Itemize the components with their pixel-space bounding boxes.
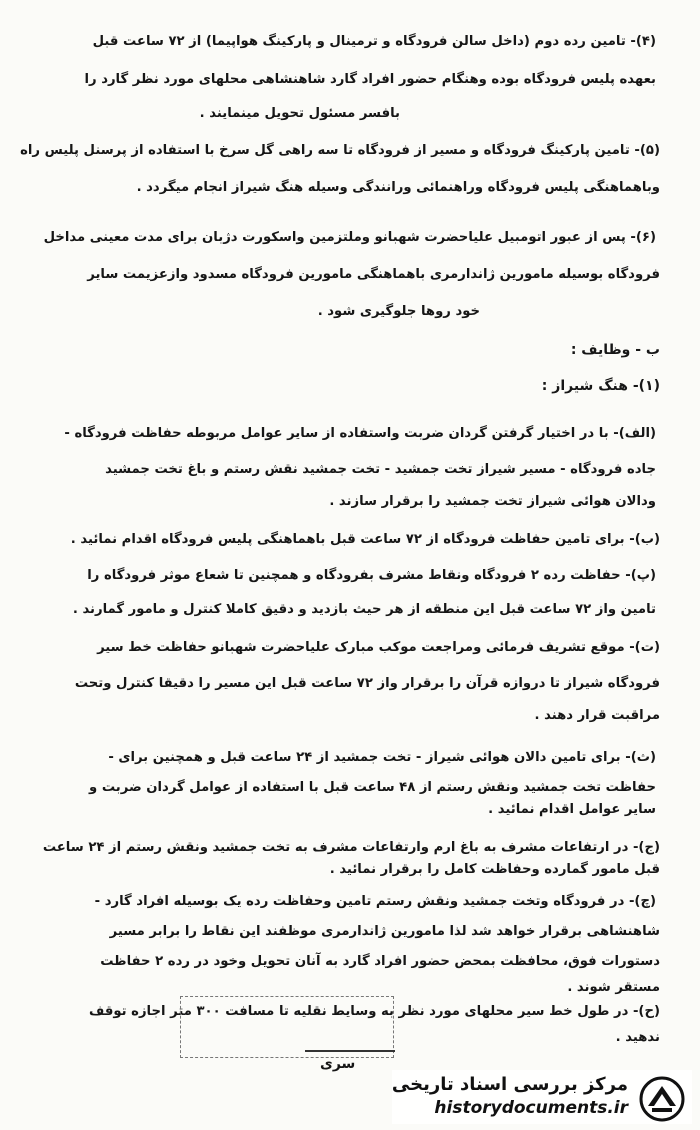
doc-line: (پ)- حفاظت رده ۲ فرودگاه ونقاط مشرف بفرودگاه و همچنین تا شعاع موثر فرودگاه را xyxy=(87,568,656,583)
doc-line: ودالان هوائی شیراز تخت جمشید را برقرار سازند . xyxy=(329,494,656,509)
doc-line: خود روها جلوگیری شود . xyxy=(317,304,480,319)
doc-line: فرودگاه شیراز تا دروازه قرآن را برقرار واز ۷۲ ساعت قبل این مسیر را دقیقا کنترل وتحت xyxy=(74,676,660,691)
stamp-label: سری xyxy=(320,1056,356,1072)
stamp-box xyxy=(180,996,394,1058)
doc-line: مستقر شوند . xyxy=(567,980,660,995)
doc-line: (ح)- در طول خط سیر محلهای مورد نظر به وسایط نقلیه تا مسافت ۳۰۰ متر اجازه توقف xyxy=(89,1004,660,1019)
doc-line: (چ)- در فرودگاه وتخت جمشید ونقش رستم تامین وحفاظت رده یک بوسیله افراد گارد - xyxy=(94,894,656,909)
doc-line: سایر عوامل اقدام نمائید . xyxy=(488,802,656,817)
watermark-url: historydocuments.ir xyxy=(434,1098,628,1118)
doc-line: ندهید . xyxy=(615,1030,660,1045)
doc-line: شاهنشاهی برقرار خواهد شد لذا مامورین ژاندارمری موظفند این نقاط را برابر مسیر xyxy=(109,924,660,939)
doc-line: (ث)- برای تامین دالان هوائی شیراز - تخت جمشید از ۲۴ ساعت قبل و همچنین برای - xyxy=(108,750,656,765)
doc-line: دستورات فوق، محافظت بمحض حضور افراد گارد به آنان تحویل وخود در رده ۲ حفاظت xyxy=(100,954,660,969)
watermark xyxy=(392,1070,692,1124)
subsection-heading: (۱)- هنگ شیراز : xyxy=(541,378,660,394)
doc-line: جاده فرودگاه - مسیر شیراز تخت جمشید - تخت جمشید نقش رستم و باغ تخت جمشید xyxy=(105,462,656,477)
stamp-underline xyxy=(305,1050,395,1052)
watermark-title: مرکز بررسی اسناد تاریخی xyxy=(391,1074,628,1095)
doc-line: حفاظت تخت جمشید ونقش رستم از ۴۸ ساعت قبل با استفاده از عوامل گردان ضربت و xyxy=(89,780,656,795)
doc-line: وباهماهنگی پلیس فرودگاه وراهنمائی ورانندگی وسیله هنگ شیراز انجام میگردد . xyxy=(136,180,660,195)
archive-logo-icon xyxy=(638,1076,686,1122)
doc-line: بافسر مسئول تحویل مینمایند . xyxy=(199,106,400,121)
doc-line: مراقبت قرار دهند . xyxy=(534,708,660,723)
doc-line: بعهده پلیس فرودگاه بوده وهنگام حضور افراد گارد شاهنشاهی محلهای مورد نظر گارد را xyxy=(84,72,656,87)
section-heading: ب - وظایف : xyxy=(570,342,660,358)
doc-line: فرودگاه بوسیله مامورین ژاندارمری باهماهنگی مامورین فرودگاه مسدود وازعزیمت سایر xyxy=(87,267,660,282)
doc-line: (الف)- با در اختیار گرفتن گردان ضربت واستفاده از سایر عوامل مربوطه حفاظت فرودگاه - xyxy=(64,426,656,441)
doc-line: قبل مامور گمارده وحفاظت کامل را برقرار نمائید . xyxy=(329,862,660,877)
doc-line: (ب)- برای تامین حفاظت فرودگاه از ۷۲ ساعت قبل باهماهنگی پلیس فرودگاه اقدام نمائید . xyxy=(70,532,660,547)
doc-line: (۵)- تامین پارکینگ فرودگاه و مسیر از فرودگاه تا سه راهی گل سرخ با استفاده از پرسنل پلیس راه xyxy=(20,143,660,158)
doc-line: (ت)- موقع تشریف فرمائی ومراجعت موکب مبارک علیاحضرت شهبانو حفاظت خط سیر xyxy=(97,640,660,655)
doc-line: (۶)- پس از عبور اتومبیل علیاحضرت شهبانو وملتزمین واسکورت دژبان برای مدت معینی مداخل xyxy=(43,230,656,245)
doc-line: (ج)- در ارتفاعات مشرف به باغ ارم وارتفاعات مشرف به تخت جمشید ونقش رستم از ۲۴ ساعت xyxy=(42,840,660,855)
doc-line: تامین واز ۷۲ ساعت قبل این منطقه از هر حیث بازدید و دقیق کاملا کنترل و مامور گمارند . xyxy=(72,602,656,617)
doc-line: (۴)- تامین رده دوم (داخل سالن فرودگاه و ترمینال و پارکینگ هواپیما) از ۷۲ ساعت قبل xyxy=(92,34,656,49)
